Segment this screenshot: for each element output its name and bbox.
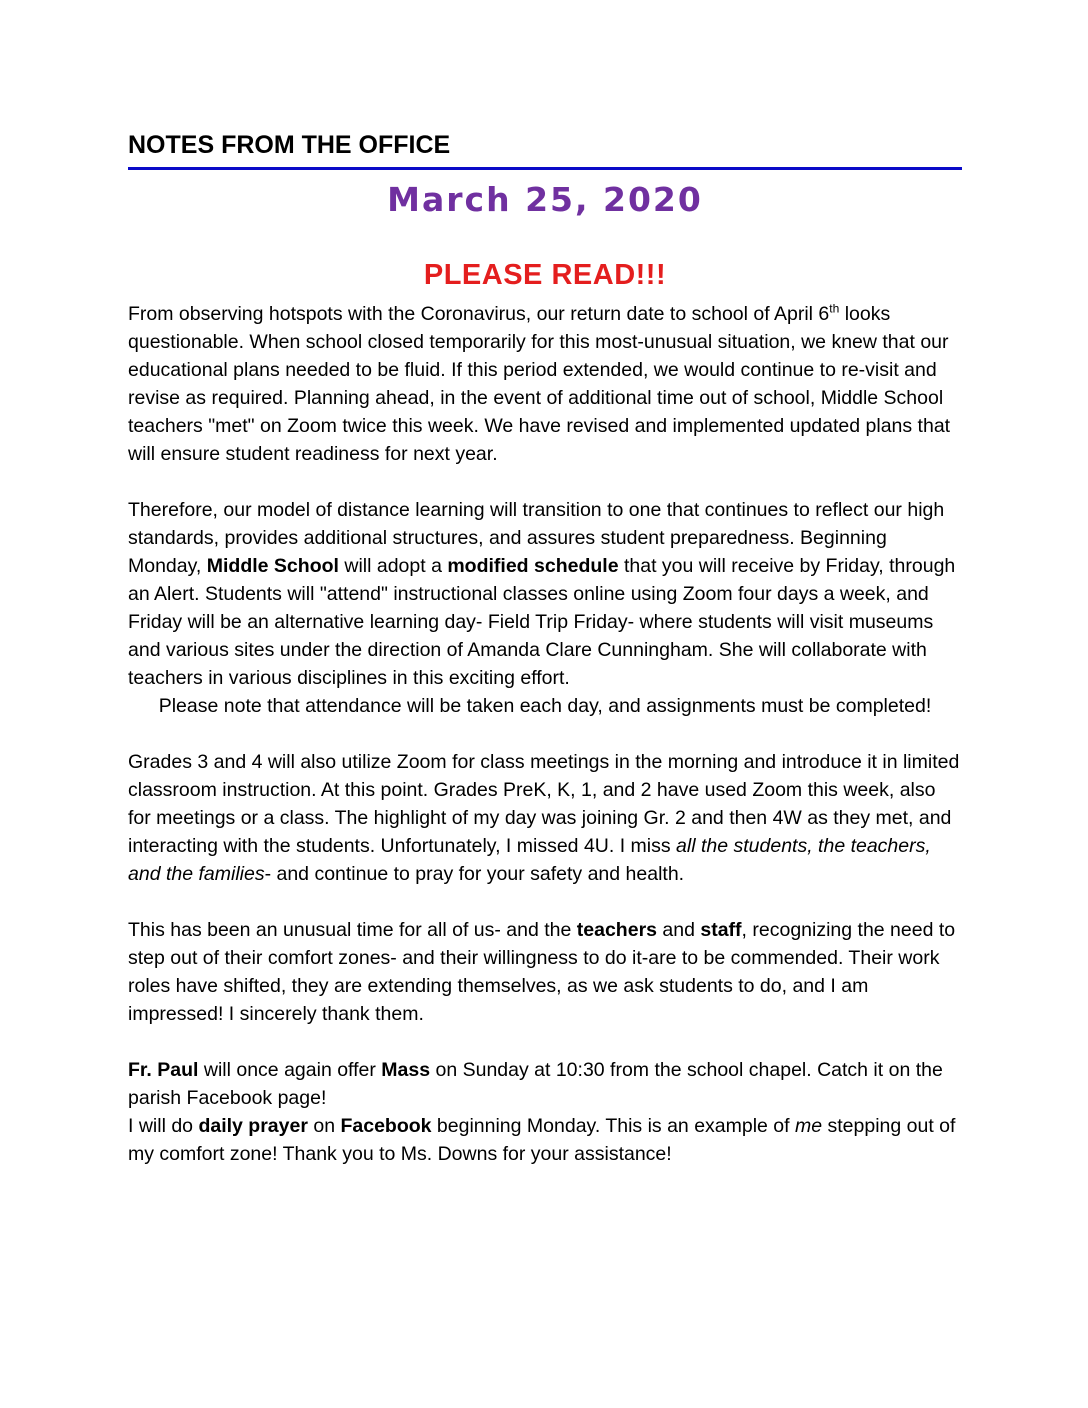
text-run: , recognizing the need to step out of their comfort zones- and their willingness to do it-are to be commended. Their work roles have shifted, they are extending themselves, as we ask students to do, and I am impressed! I sincerely thank them.	[128, 919, 956, 1025]
text-run: all the students, the teachers, and the families	[128, 835, 931, 885]
text-run: that you will receive by Friday, through an Alert. Students will "attend" instructional classes online using Zoom four days a week, and Friday will be an alternative learning day- Field Trip Friday- where students will visit museums and various sites under the direction of Amanda Clare Cunningham. She will collaborate with teachers in various disciplines in this exciting effort.	[128, 555, 956, 689]
text-run: me	[795, 1115, 823, 1137]
text-run: looks questionable. When school closed temporarily for this most-unusual situation, we knew that our educational plans needed to be fluid. If this period extended, we would continue to re-visit and revise as required. Planning ahead, in the event of additional time out of school, Middle School teachers "met" on Zoom twice this week. We have revised and implemented updated plans that will ensure student readiness for next year.	[128, 303, 951, 465]
text-run: will adopt a	[338, 555, 448, 577]
date-heading: March 25, 2020	[387, 180, 703, 219]
text-run: From observing hotspots with the Coronavirus, our return date to school of April 6	[128, 303, 830, 325]
text-run: Therefore, our model of distance learning will transition to one that continues to reflect our high standards, provides additional structures, and assures student preparedness. Beginning Monday,	[128, 499, 945, 577]
text-run: Please note that attendance will be taken each day, and assignments must be completed!	[158, 695, 932, 717]
text-run: th	[829, 301, 840, 316]
text-run: teachers	[576, 919, 657, 941]
text-run: on	[307, 1115, 341, 1137]
text-run: I will do	[128, 1115, 199, 1137]
text-run: This has been an unusual time for all of us- and the	[128, 919, 577, 941]
text-run: and	[657, 919, 701, 941]
text-run: Middle School	[206, 555, 339, 577]
text-run: Mass	[381, 1059, 431, 1081]
text-run: Grades 3 and 4 will also utilize Zoom for class meetings in the morning and introduce it in limited classroom instruction. At this point. Grades PreK, K, 1, and 2 have used Zoom this week, also for meetings or a class. The highlight of my day was joining Gr. 2 and then 4W as they met, and interacting with the students. Unfortunately, I missed 4U. I miss	[128, 751, 960, 857]
paragraph	[128, 300, 962, 468]
document-body	[128, 300, 962, 1168]
page-title: NOTES FROM THE OFFICE	[128, 131, 451, 159]
header-rule	[128, 167, 962, 170]
text-run: Facebook	[340, 1115, 432, 1137]
text-run: beginning Monday. This is an example of	[431, 1115, 795, 1137]
paragraph	[128, 692, 962, 720]
paragraph	[128, 496, 962, 692]
text-run: stepping out of my comfort zone! Thank you to Ms. Downs for your assistance!	[128, 1115, 956, 1165]
paragraph	[128, 748, 962, 888]
text-run: - and continue to pray for your safety and health.	[264, 863, 685, 885]
text-run: staff	[700, 919, 742, 941]
text-run: on Sunday at 10:30 from the school chapel. Catch it on the parish Facebook page!	[128, 1059, 943, 1109]
text-run: Fr. Paul	[128, 1059, 199, 1081]
paragraph	[128, 1056, 962, 1168]
text-run: modified schedule	[447, 555, 619, 577]
please-read-heading: PLEASE READ!!!	[423, 259, 667, 291]
text-run: will once again offer	[198, 1059, 382, 1081]
paragraph	[128, 916, 962, 1028]
text-run: daily prayer	[198, 1115, 308, 1137]
